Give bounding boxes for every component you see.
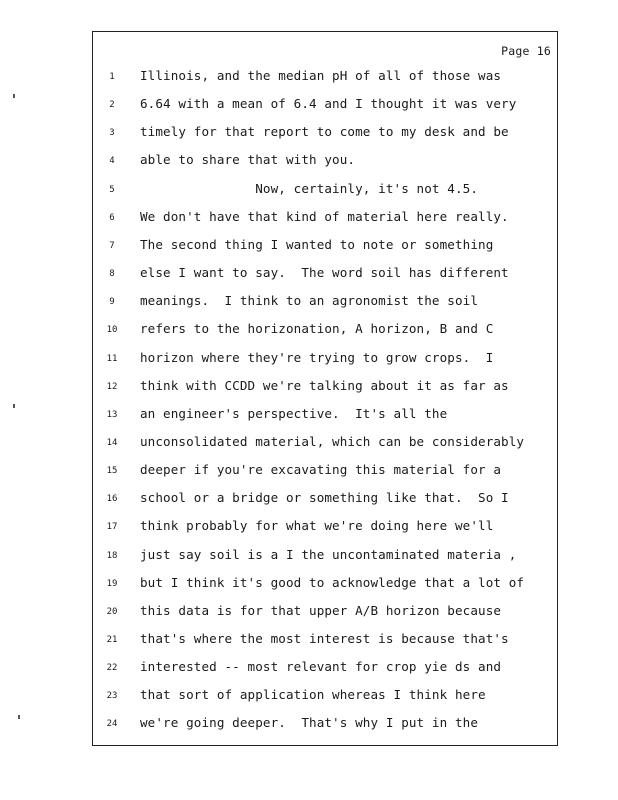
line-text: this data is for that upper A/B horizon because (140, 602, 502, 618)
line-text: just say soil is a I the uncontaminated materia , (140, 546, 517, 562)
line-number: 6 (109, 212, 115, 223)
line-number: 24 (106, 719, 118, 730)
line-text: We don't have that kind of material here really. (140, 208, 509, 224)
line-text: think with CCDD we're talking about it as far as (140, 377, 509, 393)
transcript-line (93, 237, 557, 255)
line-number: 16 (106, 494, 118, 505)
line-text: 6.64 with a mean of 6.4 and I thought it was very (140, 96, 517, 112)
margin-tick (13, 94, 15, 98)
line-text: deeper if you're excavating this material for a (140, 462, 502, 478)
transcript-line (93, 181, 557, 199)
margin-tick (13, 404, 15, 408)
line-number: 20 (106, 606, 118, 617)
line-text: but I think it's good to acknowledge that a lot of (140, 574, 525, 590)
line-number: 17 (106, 522, 118, 533)
line-text: an engineer's perspective. It's all the (140, 405, 448, 421)
line-text: that sort of application whereas I think here (140, 687, 486, 703)
transcript-line (93, 490, 557, 508)
line-number: 15 (106, 466, 118, 477)
transcript-line (93, 265, 557, 283)
line-text: meanings. I think to an agronomist the soil (140, 293, 479, 309)
transcript-line (93, 434, 557, 452)
transcript-line (93, 659, 557, 677)
line-number: 22 (106, 663, 118, 674)
line-text: think probably for what we're doing here we'll (140, 518, 494, 534)
line-number: 4 (109, 156, 115, 167)
line-text: we're going deeper. That's why I put in the (140, 715, 479, 731)
line-text: horizon where they're trying to grow crops. I (140, 349, 494, 365)
line-number: 14 (106, 437, 118, 448)
line-text: refers to the horizonation, A horizon, B and C (140, 321, 494, 337)
line-number: 8 (109, 269, 115, 280)
transcript-line (93, 293, 557, 311)
transcript-line (93, 603, 557, 621)
transcript-line (93, 378, 557, 396)
line-number: 3 (109, 128, 115, 139)
transcript-line (93, 715, 557, 733)
line-number: 11 (106, 353, 118, 364)
transcript-line (93, 350, 557, 368)
line-text: timely for that report to come to my desk and be (140, 124, 509, 140)
line-text: unconsolidated material, which can be considerably (140, 433, 525, 449)
transcript-line (93, 687, 557, 705)
line-number: 21 (106, 635, 118, 645)
line-number: 1 (109, 72, 115, 82)
line-text: interested -- most relevant for crop yie ds and (140, 659, 502, 675)
transcript-line (93, 631, 557, 649)
line-number: 10 (106, 325, 118, 336)
line-number: 13 (106, 409, 118, 420)
line-text: Illinois, and the median pH of all of those was (140, 68, 502, 83)
transcript-line (93, 321, 557, 339)
transcript-line (93, 209, 557, 227)
transcript-line (93, 406, 557, 424)
line-text: that's where the most interest is because that's (140, 631, 509, 646)
line-number: 19 (106, 578, 118, 589)
transcript-line (93, 518, 557, 536)
transcript-line (93, 575, 557, 593)
transcript-line (93, 152, 557, 170)
transcript-page (92, 31, 558, 746)
line-number: 2 (109, 100, 115, 111)
line-number: 9 (109, 297, 115, 308)
line-number: 5 (109, 184, 115, 195)
transcript-line (93, 462, 557, 480)
line-number: 7 (109, 240, 115, 251)
transcript-line (93, 547, 557, 565)
line-text: Now, certainly, it's not 4.5. (140, 180, 479, 196)
transcript-line (93, 124, 557, 142)
line-text: able to share that with you. (140, 152, 356, 168)
line-text: The second thing I wanted to note or something (140, 236, 494, 252)
margin-tick (18, 715, 20, 719)
line-text: school or a bridge or something like that. So I (140, 490, 509, 506)
line-number: 23 (106, 691, 118, 702)
transcript-line (93, 68, 557, 86)
page-number: Page 16 (501, 44, 551, 58)
line-text: else I want to say. The word soil has different (140, 265, 509, 281)
line-number: 12 (106, 381, 118, 392)
transcript-line (93, 96, 557, 114)
line-number: 18 (106, 550, 118, 561)
